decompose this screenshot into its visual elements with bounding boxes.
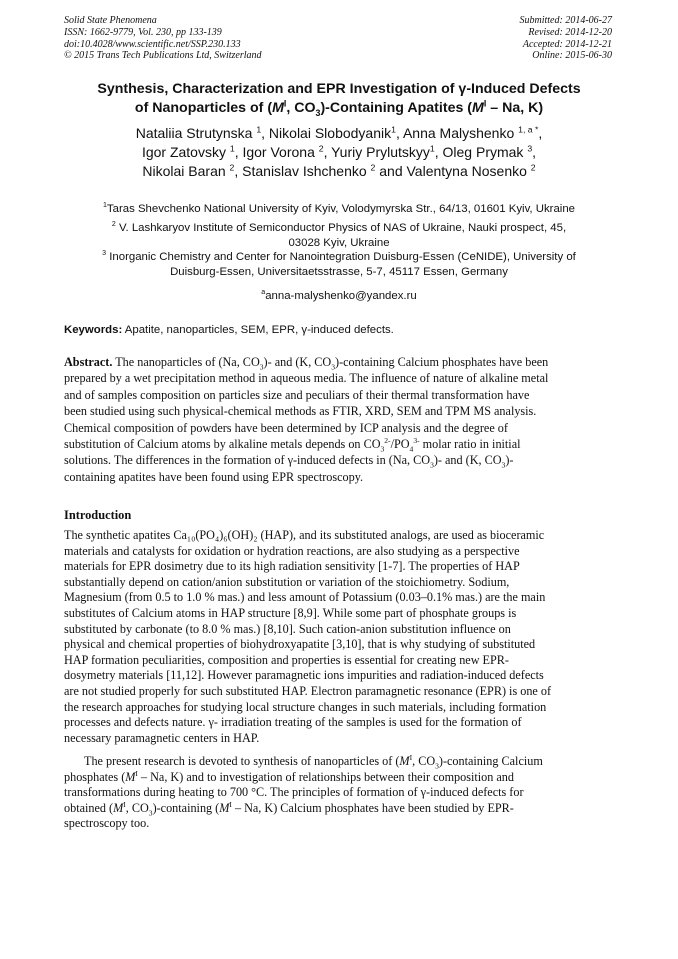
body-line: substantially depend on cation/anion substitution or variation of the stoichiometry. Sodium, bbox=[64, 574, 510, 589]
superscript: I bbox=[123, 799, 126, 809]
abstract-line: containing apatites have been found using EPR spectroscopy. bbox=[64, 469, 364, 484]
abstract-text: )- and (K, CO bbox=[433, 453, 502, 468]
author-affil-mark: 1, a * bbox=[518, 124, 539, 135]
accepted-date: Accepted: 2014-12-21 bbox=[522, 38, 612, 50]
online-date: Online: 2015-06-30 bbox=[532, 50, 612, 62]
body-text: M bbox=[399, 754, 410, 768]
abstract-text: )- and (K, CO bbox=[263, 355, 332, 369]
body-line: physical and chemical properties of biohydroxyapatite [3,10], that is why studying of substituted bbox=[64, 637, 536, 652]
intro-paragraph-1 bbox=[64, 528, 614, 746]
title-sup: I bbox=[483, 98, 487, 109]
body-text: M bbox=[219, 800, 230, 815]
superscript: 2- bbox=[384, 435, 391, 445]
paper-title bbox=[40, 80, 638, 118]
author-name: , Anna Malyshenko bbox=[395, 125, 519, 141]
author-line-2 bbox=[40, 143, 638, 162]
title-sup: I bbox=[283, 98, 287, 109]
email-link[interactable]: anna-malyshenko@yandex.ru bbox=[265, 290, 417, 302]
author-name: , Igor Vorona bbox=[234, 144, 319, 160]
keywords-text: Apatite, nanoparticles, SEM, EPR, γ-induced defects. bbox=[122, 324, 394, 336]
body-line: spectroscopy too. bbox=[64, 816, 150, 831]
abstract bbox=[64, 354, 614, 485]
affil-mark: 2 bbox=[111, 221, 116, 229]
subscript: 3 bbox=[331, 362, 336, 372]
affil-text: Taras Shevchenko National University of Kyiv, Volodymyrska Str., 64/13, 01601 Kyiv, Ukraine bbox=[106, 203, 575, 215]
title-text: of Nanoparticles of ( bbox=[134, 100, 273, 116]
abstract-line bbox=[64, 452, 614, 468]
body-line bbox=[64, 754, 614, 770]
body-line bbox=[64, 801, 614, 817]
revised-date: Revised: 2014-12-20 bbox=[528, 26, 612, 38]
body-text: phosphates ( bbox=[64, 769, 126, 784]
author-name: Igor Zatovsky bbox=[141, 144, 230, 160]
body-line: necessary paramagnetic centers in HAP. bbox=[64, 730, 260, 745]
body-text: The present research is devoted to synthesis of nanoparticles of ( bbox=[84, 754, 400, 768]
author-name: Nikolai Baran bbox=[142, 163, 230, 179]
body-line: the research approaches for studying local structure changes in such materials, including formation bbox=[64, 699, 547, 714]
intro-paragraph-2 bbox=[64, 754, 614, 832]
author-affil-mark: 3 bbox=[527, 143, 533, 154]
journal-name: Solid State Phenomena bbox=[64, 15, 157, 26]
author-affil-mark: 1 bbox=[229, 143, 235, 154]
affil-mark: 3 bbox=[102, 250, 107, 258]
title-text: M bbox=[272, 100, 284, 116]
body-line: materials and catalysts for oxidation or hydration reactions, are also studying as a perspective bbox=[64, 543, 520, 558]
author-name: Nataliia Strutynska bbox=[135, 125, 257, 141]
author-name: and Valentyna Nosenko bbox=[375, 163, 531, 179]
abstract-text: )-containing Calcium phosphates have been bbox=[335, 355, 549, 369]
title-sub: 3 bbox=[315, 107, 321, 118]
body-line: transformations during heating to 700 °C. The principles of formation of γ-induced defects for bbox=[64, 785, 524, 800]
abstract-label: Abstract. bbox=[64, 355, 113, 369]
body-line bbox=[64, 770, 614, 786]
title-text: M bbox=[472, 100, 484, 116]
body-line: substitutes of Calcium atoms in HAP structure [8,9]. While some part of phosphate groups is bbox=[64, 605, 517, 620]
doi-line[interactable]: doi:10.4028/www.scientific.net/SSP.230.133 bbox=[64, 38, 241, 50]
subscript: 3 bbox=[259, 362, 264, 372]
abstract-text: The nanoparticles of (Na, CO bbox=[112, 355, 260, 369]
affiliation-2 bbox=[60, 221, 618, 250]
email-mark: a bbox=[261, 289, 266, 297]
affiliation-3 bbox=[60, 250, 618, 279]
abstract-text: )- bbox=[505, 453, 514, 468]
author-name: , Oleg Prymak bbox=[434, 144, 528, 160]
subscript: 4 bbox=[409, 444, 414, 454]
superscript: I bbox=[135, 768, 138, 778]
superscript: I bbox=[229, 799, 232, 809]
abstract-text: molar ratio in initial bbox=[419, 437, 521, 452]
abstract-line bbox=[64, 354, 614, 370]
body-line: substituted by carbonate (to 8.0 % mas.) [8,10]. Such cation-anion substitution influence on bbox=[64, 621, 511, 636]
affil-text: Inorganic Chemistry and Center for Nanointegration Duisburg-Essen (CeNIDE), University of bbox=[106, 251, 576, 263]
affil-text: Duisburg-Essen, Universitaetsstrasse, 5-7, 45117 Essen, Germany bbox=[170, 265, 508, 278]
header-left bbox=[64, 15, 262, 62]
keywords bbox=[64, 323, 394, 337]
author-line-3 bbox=[40, 162, 638, 181]
author-affil-mark: 1 bbox=[429, 143, 435, 154]
keywords-label: Keywords: bbox=[64, 324, 123, 336]
title-line-1: Synthesis, Characterization and EPR Investigation of γ-Induced Defects bbox=[97, 81, 581, 97]
body-text: M bbox=[125, 769, 136, 784]
issn-line: ISSN: 1662-9779, Vol. 230, pp 133-139 bbox=[64, 26, 222, 38]
abstract-line bbox=[64, 436, 614, 452]
author-list bbox=[40, 124, 638, 181]
subscript: 3 bbox=[148, 808, 153, 818]
title-line-2 bbox=[40, 99, 638, 118]
author-affil-mark: 2 bbox=[318, 143, 324, 154]
author-affil-mark: 1 bbox=[391, 124, 396, 135]
body-text: – Na, K) Calcium phosphates have been studied by EPR- bbox=[231, 800, 514, 815]
author-line-1 bbox=[40, 124, 638, 143]
author-name: , Yuriy Prylutskyy bbox=[323, 144, 430, 160]
body-text: , CO bbox=[412, 754, 436, 768]
subscript: 3 bbox=[435, 761, 439, 771]
body-line: processes and defects nature. γ- irradiation treating of the samples is used for the formation of bbox=[64, 715, 522, 730]
author-sep: , bbox=[532, 144, 537, 160]
body-text: , CO bbox=[125, 800, 149, 815]
body-line: materials for EPR dosimetry due to its high radiation sensitivity [1-7]. The properties of HAP bbox=[64, 559, 520, 574]
abstract-line: Chemical composition of powders have been determined by ICP analysis and the degree of bbox=[64, 420, 508, 435]
affil-text: V. Lashkaryov Institute of Semiconductor Physics of NAS of Ukraine, Nauki prospect, 45, bbox=[115, 222, 567, 234]
superscript: I bbox=[409, 752, 413, 762]
body-line: HAP formation peculiarities, composition and properties is essential for creating new EPR- bbox=[64, 652, 509, 667]
header-right bbox=[520, 15, 613, 62]
superscript: 3- bbox=[413, 435, 420, 445]
title-text: )-Containing Apatites ( bbox=[320, 100, 473, 116]
submitted-date: Submitted: 2014-06-27 bbox=[519, 15, 612, 26]
body-text: obtained ( bbox=[64, 800, 114, 815]
author-affil-mark: 1 bbox=[256, 124, 262, 135]
abstract-text: /PO bbox=[390, 437, 410, 452]
affil-line bbox=[60, 221, 618, 236]
author-affil-mark: 2 bbox=[530, 162, 536, 173]
body-line: are not studied properly for such substituted HAP. Electron paramagnetic resonance (EPR) is one of bbox=[64, 683, 552, 698]
subscript: 3 bbox=[501, 460, 506, 470]
body-text: )-containing ( bbox=[152, 800, 220, 815]
affil-text: 03028 Kyiv, Ukraine bbox=[288, 236, 390, 249]
affil-mark: 1 bbox=[103, 202, 107, 210]
author-name: , Nikolai Slobodyanik bbox=[261, 125, 392, 141]
title-text: – Na, K) bbox=[486, 100, 544, 116]
body-text: M bbox=[113, 800, 124, 815]
body-line: The synthetic apatites Ca₁₀(PO₄)₆(OH)₂ (HAP), and its substituted analogs, are used as bioceramic bbox=[64, 528, 545, 542]
subscript: 3 bbox=[380, 444, 385, 454]
author-affil-mark: 2 bbox=[370, 162, 376, 173]
author-affil-mark: 2 bbox=[229, 162, 235, 173]
abstract-line: prepared by a wet precipitation method in aqueous media. The influence of nature of alkaline metal bbox=[64, 371, 549, 386]
author-email bbox=[60, 289, 618, 304]
author-name: , Stanislav Ishchenko bbox=[234, 163, 371, 179]
subscript: 3 bbox=[430, 460, 434, 470]
body-line: Magnesium (from 0.5 to 1.0 % mas.) and less amount of Potassium (0.03–0.1% mas.) are the main bbox=[64, 590, 546, 605]
body-line: dosymetry materials [11,12]. However paramagnetic ions impurities and radiation-induced defects bbox=[64, 668, 544, 683]
author-sep: , bbox=[538, 125, 543, 141]
body-text: – Na, K) and to investigation of relationships between their composition and bbox=[137, 769, 514, 784]
affil-line bbox=[60, 250, 618, 265]
copyright-line: © 2015 Trans Tech Publications Ltd, Switzerland bbox=[64, 50, 262, 62]
introduction-heading: Introduction bbox=[64, 508, 132, 522]
affiliation-1 bbox=[60, 202, 618, 217]
title-text: , CO bbox=[286, 100, 316, 116]
body-text: )-containing Calcium bbox=[438, 754, 543, 768]
abstract-line: and of samples composition on particles size and peculiars of their thermal transformation have bbox=[64, 387, 530, 402]
abstract-text: solutions. The differences in the formation of γ-induced defects in (Na, CO bbox=[64, 453, 431, 468]
abstract-text: substitution of Calcium atoms by alkaline metals depends on CO bbox=[64, 437, 381, 452]
abstract-line: been studied using such physical-chemical methods as FTIR, XRD, SEM and TPM MS analysis. bbox=[64, 404, 537, 419]
